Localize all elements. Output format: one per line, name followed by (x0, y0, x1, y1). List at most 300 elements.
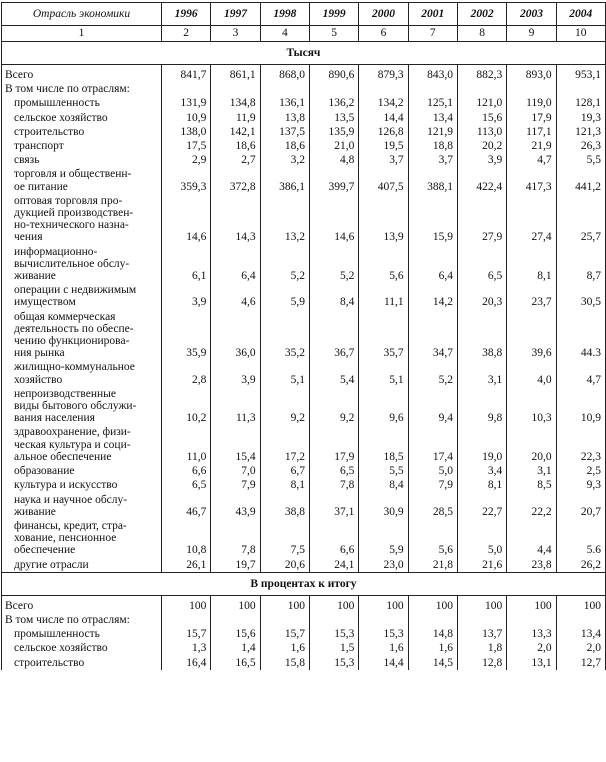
value-cell: 119,0 (507, 96, 556, 110)
row-label (2, 387, 162, 426)
table-row (2, 111, 606, 125)
value-cell: 9,3 (556, 478, 605, 492)
table-row (2, 656, 606, 670)
value-cell: 20,2 (457, 139, 506, 153)
value-cell (457, 82, 506, 96)
value-cell: 35,9 (162, 310, 211, 361)
value-cell: 4,7 (507, 153, 556, 167)
value-cell: 7,0 (211, 464, 260, 478)
value-cell (457, 613, 506, 627)
value-cell (556, 82, 605, 96)
row-label-line: культура и искусство (14, 479, 118, 492)
row-label-line: ния рынка (14, 347, 65, 360)
value-cell: 8,1 (260, 478, 309, 492)
value-cell: 100 (162, 599, 211, 613)
table-row (2, 613, 606, 627)
row-label-line: но-технического назна- (14, 219, 129, 232)
value-cell: 21,8 (408, 558, 457, 573)
value-cell: 882,3 (457, 68, 506, 82)
value-cell: 15,3 (309, 627, 358, 641)
value-cell: 13,2 (260, 194, 309, 245)
row-label-line: В том числе по отраслям: (5, 83, 130, 96)
table-row (2, 641, 606, 655)
row-label (2, 641, 162, 655)
value-cell: 6,6 (162, 464, 211, 478)
table-row (2, 139, 606, 153)
value-cell (260, 613, 309, 627)
value-cell: 24,1 (309, 558, 358, 573)
value-cell: 15,9 (408, 194, 457, 245)
value-cell: 100 (260, 599, 309, 613)
value-cell: 17,9 (309, 425, 358, 464)
row-label-line: транспорт (14, 140, 64, 153)
header-sector: Отрасль экономики (2, 3, 162, 26)
table-row (2, 167, 606, 193)
row-label (2, 656, 162, 670)
value-cell: 1,3 (162, 641, 211, 655)
value-cell: 121,0 (457, 96, 506, 110)
value-cell: 5.6 (556, 519, 605, 558)
row-label (2, 464, 162, 478)
value-cell: 18,6 (211, 139, 260, 153)
value-cell: 128,1 (556, 96, 605, 110)
value-cell: 6,4 (211, 245, 260, 284)
value-cell: 30,5 (556, 283, 605, 309)
value-cell: 14,5 (408, 656, 457, 670)
table-row (2, 82, 606, 96)
column-number: 5 (309, 26, 358, 42)
value-cell: 11,9 (211, 111, 260, 125)
value-cell: 15,8 (260, 656, 309, 670)
value-cell: 2,5 (556, 464, 605, 478)
row-label-line: живание (14, 270, 56, 283)
value-cell: 2,0 (507, 641, 556, 655)
value-cell: 9,2 (260, 387, 309, 426)
value-cell: 19,3 (556, 111, 605, 125)
header-year: 2002 (457, 3, 506, 26)
row-label-line: вания населения (14, 412, 95, 425)
value-cell: 14,6 (309, 194, 358, 245)
value-cell: 15,6 (211, 627, 260, 641)
header-year: 2003 (507, 3, 556, 26)
row-label-line: деятельность по обеспе- (14, 322, 134, 335)
column-number: 2 (162, 26, 211, 42)
value-cell: 6,5 (457, 245, 506, 284)
row-label-line: финансы, кредит, стра- (14, 519, 127, 532)
table-row (2, 360, 606, 386)
row-label (2, 493, 162, 519)
value-cell: 134,2 (359, 96, 408, 110)
row-label-line: образование (14, 465, 75, 478)
column-number: 7 (408, 26, 457, 42)
value-cell: 26,1 (162, 558, 211, 573)
value-cell: 6,1 (162, 245, 211, 284)
value-cell: 14,8 (408, 627, 457, 641)
value-cell: 15,3 (309, 656, 358, 670)
table-row (2, 425, 606, 464)
header-year: 2001 (408, 3, 457, 26)
value-cell: 5,9 (260, 283, 309, 309)
value-cell: 121,3 (556, 125, 605, 139)
table-row (2, 283, 606, 309)
value-cell: 100 (507, 599, 556, 613)
value-cell: 12,8 (457, 656, 506, 670)
value-cell: 35,7 (359, 310, 408, 361)
value-cell: 5,2 (408, 360, 457, 386)
value-cell: 30,9 (359, 493, 408, 519)
row-label-line: живание (14, 505, 56, 518)
value-cell: 13,9 (359, 194, 408, 245)
row-label (2, 627, 162, 641)
value-cell: 20,7 (556, 493, 605, 519)
column-number: 9 (507, 26, 556, 42)
value-cell: 15,7 (162, 627, 211, 641)
value-cell: 6,5 (162, 478, 211, 492)
value-cell: 26,2 (556, 558, 605, 573)
value-cell: 2,7 (211, 153, 260, 167)
value-cell: 27,4 (507, 194, 556, 245)
value-cell: 8,1 (457, 478, 506, 492)
value-cell: 3,9 (457, 153, 506, 167)
value-cell: 8,4 (309, 283, 358, 309)
value-cell: 20,3 (457, 283, 506, 309)
value-cell: 16,5 (211, 656, 260, 670)
value-cell: 15,6 (457, 111, 506, 125)
value-cell: 142,1 (211, 125, 260, 139)
value-cell: 21,6 (457, 558, 506, 573)
value-cell: 359,3 (162, 167, 211, 193)
value-cell: 10,3 (507, 387, 556, 426)
value-cell: 14,4 (359, 656, 408, 670)
value-cell: 8,1 (507, 245, 556, 284)
row-label (2, 68, 162, 82)
value-cell: 137,5 (260, 125, 309, 139)
value-cell: 4,8 (309, 153, 358, 167)
section-title: В процентах к итогу (2, 572, 606, 595)
value-cell: 5,2 (309, 245, 358, 284)
value-cell: 23,7 (507, 283, 556, 309)
value-cell: 6,7 (260, 464, 309, 478)
row-label-line: строительство (14, 656, 85, 669)
value-cell: 11,1 (359, 283, 408, 309)
value-cell: 861,1 (211, 68, 260, 82)
value-cell: 13,3 (507, 627, 556, 641)
value-cell: 407,5 (359, 167, 408, 193)
employment-table (1, 2, 606, 670)
value-cell: 386,1 (260, 167, 309, 193)
header-year: 2004 (556, 3, 605, 26)
value-cell: 100 (309, 599, 358, 613)
table-row (2, 464, 606, 478)
value-cell: 38,8 (457, 310, 506, 361)
value-cell (162, 613, 211, 627)
value-cell: 17,9 (507, 111, 556, 125)
value-cell: 17,4 (408, 425, 457, 464)
table-row (2, 558, 606, 573)
table-row (2, 627, 606, 641)
value-cell: 10,9 (556, 387, 605, 426)
value-cell: 7,8 (309, 478, 358, 492)
column-number: 8 (457, 26, 506, 42)
value-cell: 441,2 (556, 167, 605, 193)
column-number: 1 (2, 26, 162, 42)
value-cell: 39,6 (507, 310, 556, 361)
row-label-line: непроизводственные (14, 387, 116, 400)
row-label-line: хозяйство (14, 373, 63, 386)
value-cell: 34,7 (408, 310, 457, 361)
value-cell: 5,1 (359, 360, 408, 386)
value-cell: 25,7 (556, 194, 605, 245)
row-label-line: общая коммерческая (14, 310, 116, 323)
table-row (2, 153, 606, 167)
value-cell: 4,6 (211, 283, 260, 309)
value-cell (309, 613, 358, 627)
value-cell: 100 (457, 599, 506, 613)
row-label (2, 82, 162, 96)
value-cell: 36,7 (309, 310, 358, 361)
value-cell: 6,5 (309, 464, 358, 478)
value-cell (211, 82, 260, 96)
table-row (2, 125, 606, 139)
row-label (2, 310, 162, 361)
value-cell: 6,4 (408, 245, 457, 284)
section-header-thousands (2, 42, 606, 65)
value-cell: 10,8 (162, 519, 211, 558)
value-cell: 843,0 (408, 68, 457, 82)
value-cell: 27,9 (457, 194, 506, 245)
table-row (2, 493, 606, 519)
row-label (2, 425, 162, 464)
value-cell: 22,7 (457, 493, 506, 519)
row-label-line: Всего (5, 69, 34, 81)
row-label (2, 111, 162, 125)
column-number: 10 (556, 26, 605, 42)
header-year: 1999 (309, 3, 358, 26)
row-label-line: жилищно-коммунальное (14, 361, 135, 374)
value-cell: 19,7 (211, 558, 260, 573)
row-label-line: дукцией производствен- (14, 207, 134, 220)
row-label-line: ое питание (14, 180, 68, 193)
value-cell: 43,9 (211, 493, 260, 519)
row-label-line: промышленность (14, 628, 100, 641)
value-cell: 18,5 (359, 425, 408, 464)
value-cell: 11,0 (162, 425, 211, 464)
value-cell (211, 613, 260, 627)
value-cell: 15,3 (359, 627, 408, 641)
value-cell: 3,9 (211, 360, 260, 386)
row-label-line: чения (14, 231, 43, 244)
row-label (2, 558, 162, 573)
value-cell (359, 613, 408, 627)
row-label-line: Всего (5, 599, 34, 612)
value-cell: 28,5 (408, 493, 457, 519)
value-cell: 126,8 (359, 125, 408, 139)
value-cell: 893,0 (507, 68, 556, 82)
header-row (2, 3, 606, 26)
row-label-line: чению функционирова- (14, 335, 130, 348)
value-cell: 5,9 (359, 519, 408, 558)
value-cell: 13,8 (260, 111, 309, 125)
value-cell (359, 82, 408, 96)
value-cell: 13,1 (507, 656, 556, 670)
value-cell: 3,1 (457, 360, 506, 386)
value-cell: 100 (408, 599, 457, 613)
value-cell: 5,6 (359, 245, 408, 284)
value-cell: 372,8 (211, 167, 260, 193)
value-cell (507, 613, 556, 627)
value-cell: 20,0 (507, 425, 556, 464)
row-label (2, 519, 162, 558)
value-cell: 17,2 (260, 425, 309, 464)
value-cell: 8,5 (507, 478, 556, 492)
value-cell: 37,1 (309, 493, 358, 519)
value-cell: 7,9 (408, 478, 457, 492)
header-year: 1996 (162, 3, 211, 26)
header-year: 1997 (211, 3, 260, 26)
value-cell: 35,2 (260, 310, 309, 361)
value-cell: 5,6 (408, 519, 457, 558)
value-cell: 21,0 (309, 139, 358, 153)
section-header-percent (2, 572, 606, 595)
value-cell: 399,7 (309, 167, 358, 193)
value-cell: 9,2 (309, 387, 358, 426)
row-label-line: сельское хозяйство (14, 111, 108, 124)
value-cell: 19,5 (359, 139, 408, 153)
value-cell: 14,6 (162, 194, 211, 245)
value-cell: 12,7 (556, 656, 605, 670)
table-row (2, 387, 606, 426)
table-row (2, 519, 606, 558)
table-row (2, 68, 606, 82)
value-cell: 3,7 (359, 153, 408, 167)
value-cell: 36,0 (211, 310, 260, 361)
value-cell: 3,2 (260, 153, 309, 167)
value-cell: 5,1 (260, 360, 309, 386)
value-cell: 23,0 (359, 558, 408, 573)
value-cell: 17,5 (162, 139, 211, 153)
value-cell: 3,1 (507, 464, 556, 478)
value-cell: 19,0 (457, 425, 506, 464)
value-cell: 134,8 (211, 96, 260, 110)
header-year: 2000 (359, 3, 408, 26)
value-cell: 4,4 (507, 519, 556, 558)
row-label-line: операции с недвижимым (14, 284, 137, 297)
row-label-line: наука и научное обслу- (14, 493, 128, 506)
row-label (2, 599, 162, 613)
section-title: Тысяч (2, 42, 606, 65)
value-cell: 138,0 (162, 125, 211, 139)
row-label (2, 96, 162, 110)
column-number: 4 (260, 26, 309, 42)
column-number: 6 (359, 26, 408, 42)
value-cell: 14,2 (408, 283, 457, 309)
row-label-line: здравоохранение, физи- (14, 426, 131, 439)
row-label (2, 194, 162, 245)
value-cell: 1,6 (408, 641, 457, 655)
row-label (2, 153, 162, 167)
value-cell: 7,8 (211, 519, 260, 558)
value-cell: 16,4 (162, 656, 211, 670)
row-label (2, 167, 162, 193)
row-label (2, 613, 162, 627)
table-row (2, 599, 606, 613)
value-cell: 125,1 (408, 96, 457, 110)
value-cell: 5,2 (260, 245, 309, 284)
value-cell: 20,6 (260, 558, 309, 573)
value-cell: 10,2 (162, 387, 211, 426)
row-label (2, 360, 162, 386)
value-cell: 841,7 (162, 68, 211, 82)
value-cell: 136,1 (260, 96, 309, 110)
row-label-line: промышленность (14, 97, 100, 110)
value-cell: 13,7 (457, 627, 506, 641)
value-cell: 1,6 (260, 641, 309, 655)
value-cell: 100 (556, 599, 605, 613)
value-cell: 7,9 (211, 478, 260, 492)
value-cell: 9,4 (408, 387, 457, 426)
value-cell: 2,0 (556, 641, 605, 655)
row-label-line: вычислительное обслу- (14, 257, 130, 270)
value-cell: 5,0 (457, 519, 506, 558)
row-label-line: строительство (14, 125, 85, 138)
value-cell: 15,7 (260, 627, 309, 641)
column-number: 3 (211, 26, 260, 42)
value-cell: 1,4 (211, 641, 260, 655)
value-cell: 100 (211, 599, 260, 613)
value-cell: 135,9 (309, 125, 358, 139)
value-cell: 44.3 (556, 310, 605, 361)
row-label-line: связь (14, 154, 40, 167)
row-label-line: имуществом (14, 296, 76, 309)
value-cell (507, 82, 556, 96)
row-label-line: торговля и общественн- (14, 168, 132, 181)
value-cell (260, 82, 309, 96)
value-cell: 417,3 (507, 167, 556, 193)
value-cell: 13,5 (309, 111, 358, 125)
value-cell (309, 82, 358, 96)
row-label-line: хование, пенсионное (14, 532, 117, 545)
row-label-line: другие отрасли (14, 558, 89, 571)
row-label-line: информационно- (14, 245, 98, 258)
row-label (2, 139, 162, 153)
row-label-line: альное обеспечение (14, 450, 112, 463)
value-cell: 18,6 (260, 139, 309, 153)
value-cell: 3,9 (162, 283, 211, 309)
row-label (2, 245, 162, 284)
value-cell (556, 613, 605, 627)
value-cell: 2,9 (162, 153, 211, 167)
value-cell: 3,4 (457, 464, 506, 478)
value-cell: 2,8 (162, 360, 211, 386)
value-cell (408, 82, 457, 96)
value-cell (408, 613, 457, 627)
value-cell: 5,0 (408, 464, 457, 478)
value-cell: 136,2 (309, 96, 358, 110)
value-cell: 26,3 (556, 139, 605, 153)
value-cell: 879,3 (359, 68, 408, 82)
value-cell: 22,2 (507, 493, 556, 519)
value-cell: 6,6 (309, 519, 358, 558)
value-cell: 5,5 (359, 464, 408, 478)
value-cell: 388,1 (408, 167, 457, 193)
value-cell: 953,1 (556, 68, 605, 82)
row-label (2, 125, 162, 139)
value-cell: 1,8 (457, 641, 506, 655)
value-cell: 5,4 (309, 360, 358, 386)
value-cell: 9,6 (359, 387, 408, 426)
row-label (2, 478, 162, 492)
value-cell: 46,7 (162, 493, 211, 519)
